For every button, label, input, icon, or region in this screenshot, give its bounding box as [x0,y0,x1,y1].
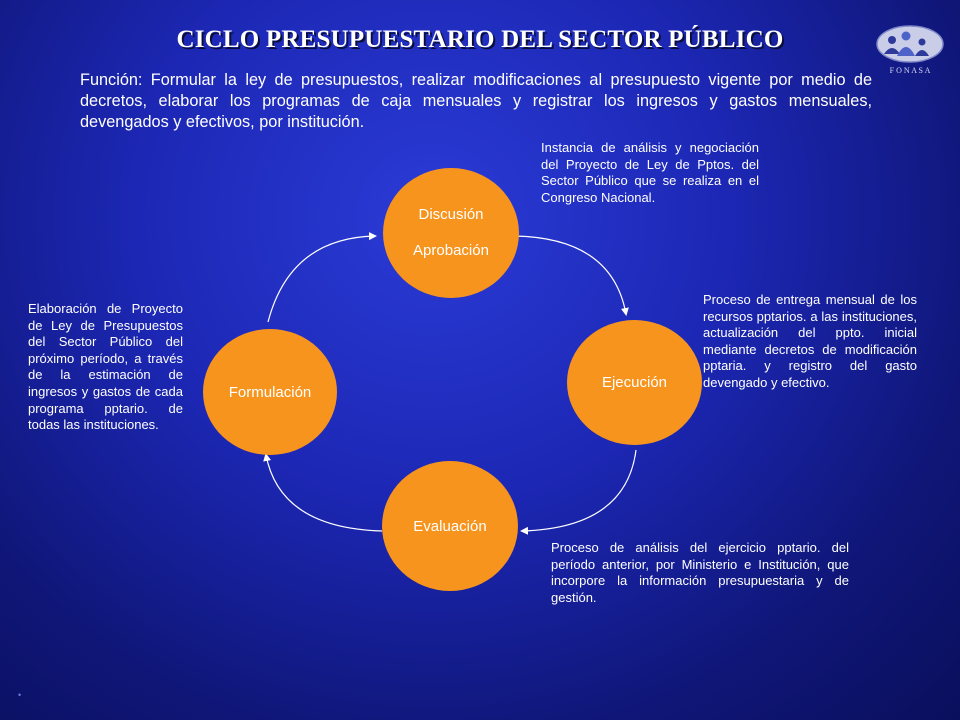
slide-marker: • [18,690,22,700]
node-aprobacion-label: Aprobación [413,242,489,259]
arrow-formulacion-to-discusion [268,236,375,322]
logo-text: F O N A S A [889,66,931,75]
node-ejecucion [567,320,702,445]
page-title: CICLO PRESUPUESTARIO DEL SECTOR PÚBLICO [176,26,784,53]
arrow-evaluacion-to-formulacion [266,455,382,531]
desc-formulacion: Elaboración de Proyecto de Ley de Presupuestos del Sector Público del próximo período, a través de la estimación de ingresos y gastos de cada programa pptario. de todas las instituciones. [28,301,183,433]
node-evaluacion [382,461,518,591]
desc-discusion: Instancia de análisis y negociación del Proyecto de Ley de Pptos. del Sector Público que se realiza en el Congreso Nacional. [541,140,759,205]
node-evaluacion-label: Evaluación [413,517,487,535]
node-formulacion [203,329,337,455]
function-description: Función: Formular la ley de presupuestos, realizar modificaciones al presupuesto vigente por medio de decretos, elaborar los programas de caja mensuales y registrar los ingresos y gastos mensuales, devengados y efectivos, por institución. [80,71,872,131]
desc-evaluacion: Proceso de análisis del ejercicio pptario. del período anterior, por Ministerio e Institución, que incorpore la información presupuestaria y de gestión. [551,540,849,605]
arrow-ejecucion-to-evaluacion [522,450,636,531]
node-ejecucion-label: Ejecución [601,374,668,391]
node-discusion-aprobacion [383,168,519,298]
node-formulacion-label: Formulación [228,383,312,401]
desc-ejecucion: Proceso de entrega mensual de los recursos pptarios. a las instituciones, actualización del ppto. inicial mediante decretos de modificación pptaria. y registro del gasto devengado y efectivo. [703,292,917,390]
arrow-discusion-to-ejecucion [515,236,626,314]
node-discusion-label: Discusión [418,206,484,223]
